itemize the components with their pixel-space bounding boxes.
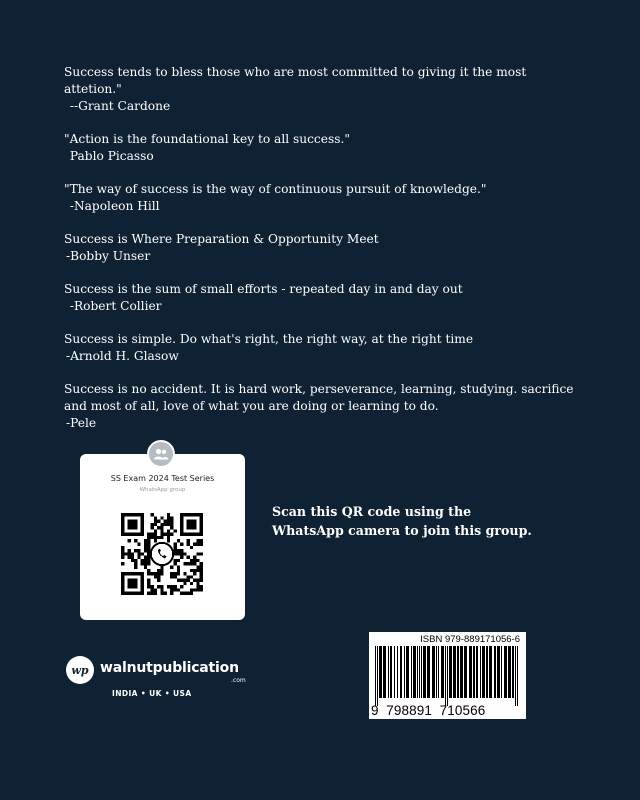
isbn-barcode <box>369 632 526 719</box>
publisher-logo <box>66 656 256 704</box>
quote-item <box>64 181 574 215</box>
group-name: SS Exam 2024 Test Series <box>110 474 215 483</box>
quote-item <box>64 381 578 432</box>
quote-text: Success is Where Preparation & Opportunity Meet <box>64 232 379 246</box>
whatsapp-qr-card[interactable] <box>80 454 245 620</box>
quote-text: "The way of success is the way of continuous pursuit of knowledge." <box>64 182 487 196</box>
scan-instructions: Scan this QR code using the WhatsApp camera to join this group. <box>272 504 532 538</box>
quote-item <box>64 231 574 265</box>
quote-author: -Bobby Unser <box>66 249 151 263</box>
quote-text: Success is no accident. It is hard work, perseverance, learning, studying. sacrifice and most of all, love of what you are doing or learning to do. <box>64 382 578 413</box>
quote-author: -Pele <box>66 416 97 430</box>
quote-item <box>64 281 574 315</box>
quote-item <box>64 64 574 115</box>
quote-author: -Robert Collier <box>66 299 162 313</box>
logo-mark-icon: wp <box>66 656 94 684</box>
quote-author: Pablo Picasso <box>66 149 154 163</box>
quote-author: -Arnold H. Glasow <box>66 349 179 363</box>
quotes-list <box>64 64 578 448</box>
qr-code[interactable] <box>121 513 203 595</box>
quote-item <box>64 131 574 165</box>
isbn-label: ISBN 979-889171056-6 <box>420 634 520 645</box>
quote-text: Success is the sum of small efforts - repeated day in and day out <box>64 282 463 296</box>
barcode-digits: 9 798891 710566 <box>371 703 486 718</box>
quote-text: Success tends to bless those who are most committed to giving it the most attetion." <box>64 65 531 96</box>
group-icon <box>147 440 175 468</box>
group-type: WhatsApp group <box>139 487 186 493</box>
publisher-name: walnutpublication <box>100 660 239 676</box>
barcode-bars <box>373 646 522 706</box>
quote-text: Success is simple. Do what's right, the right way, at the right time <box>64 332 474 346</box>
quote-item <box>64 331 574 365</box>
publisher-domain-suffix: .com <box>231 677 246 684</box>
quote-text: "Action is the foundational key to all success." <box>64 132 350 146</box>
quote-author: --Grant Cardone <box>66 99 171 113</box>
publisher-regions: INDIA • UK • USA <box>112 689 192 698</box>
quote-author: -Napoleon Hill <box>66 199 160 213</box>
